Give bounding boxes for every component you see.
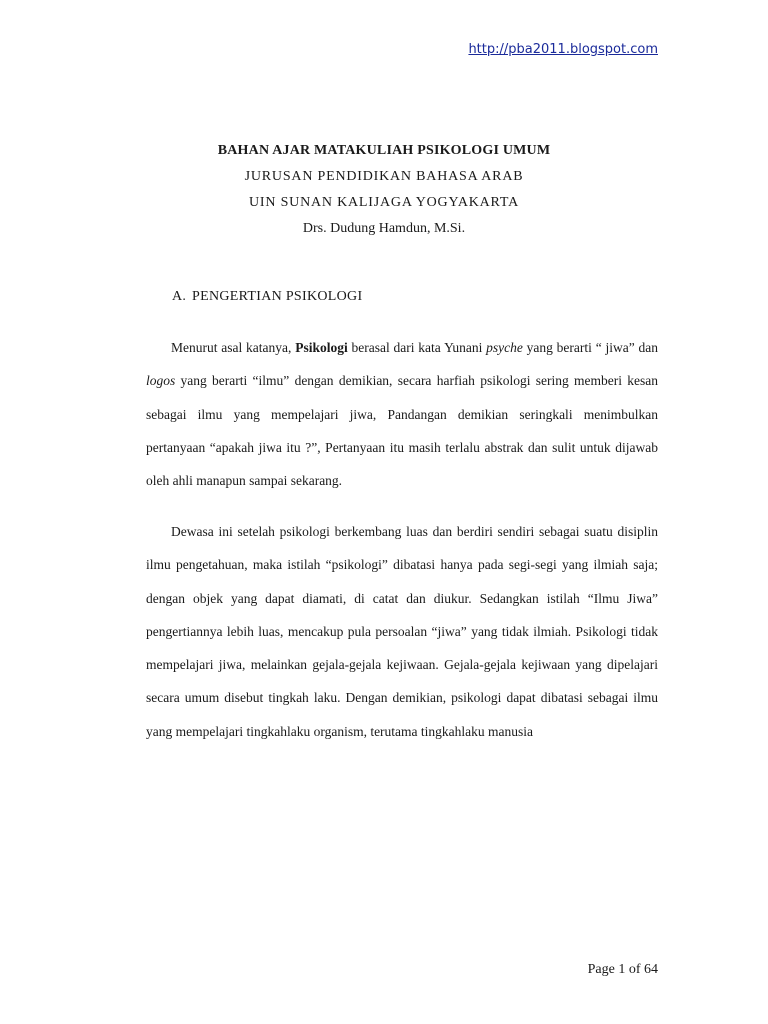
- paragraph-text: yang berarti “ilmu” dengan demikian, secara harfiah psikologi sering memberi kesan sebagai ilmu yang mempelajari jiwa, Pandangan demikian seringkali menimbulkan pertanyaan “apakah jiwa itu ?”, Pertanyaan itu masih terlalu abstrak dan sulit untuk dijawab oleh ahli manapun sampai sekarang.: [146, 373, 658, 489]
- blog-url-link[interactable]: http://pba2011.blogspot.com: [468, 42, 658, 57]
- italic-term: psyche: [486, 340, 523, 355]
- bold-term: Psikologi: [295, 340, 348, 355]
- paragraph-text: Menurut asal katanya,: [171, 340, 296, 355]
- page-number: Page 1 of 64: [587, 962, 658, 977]
- paragraph-text: Dewasa ini setelah psikologi berkembang luas dan berdiri sendiri sebagai suatu disiplin ilmu pengetahuan, maka istilah “psikologi” dibatasi hanya pada segi-segi yang ilmiah saja; dengan objek yang dapat diamati, di catat dan diukur. Sedangkan istilah “Ilmu Jiwa” pengertiannya lebih luas, mencakup pula persoalan “jiwa” yang tidak ilmiah. Psikologi tidak mempelajari jiwa, melainkan gejala-gejala kejiwaan. Gejala-gejala kejiwaan yang dipelajari secara umum disebut tingkah laku. Dengan demikian, psikologi dapat dibatasi sebagai ilmu yang mempelajari tingkahlaku organism, terutama tingkahlaku manusia: [146, 524, 658, 739]
- section-number: A.: [172, 289, 187, 304]
- paragraph-text: berasal dari kata Yunani: [347, 340, 487, 355]
- paragraph-modern-definition: [146, 515, 658, 748]
- title-block: [0, 138, 768, 242]
- course-title: BAHAN AJAR MATAKULIAH PSIKOLOGI UMUM: [217, 143, 551, 158]
- paragraph-definition: [146, 331, 658, 497]
- department-title: JURUSAN PENDIDIKAN BAHASA ARAB: [244, 169, 524, 184]
- author-name: Drs. Dudung Hamdun, M.Si.: [302, 221, 466, 236]
- paragraph-text: yang berarti “ jiwa” dan: [522, 340, 658, 355]
- university-title: UIN SUNAN KALIJAGA YOGYAKARTA: [249, 195, 519, 210]
- section-heading: [172, 289, 362, 305]
- italic-term: logos: [146, 373, 176, 389]
- section-title: PENGERTIAN PSIKOLOGI: [192, 289, 363, 304]
